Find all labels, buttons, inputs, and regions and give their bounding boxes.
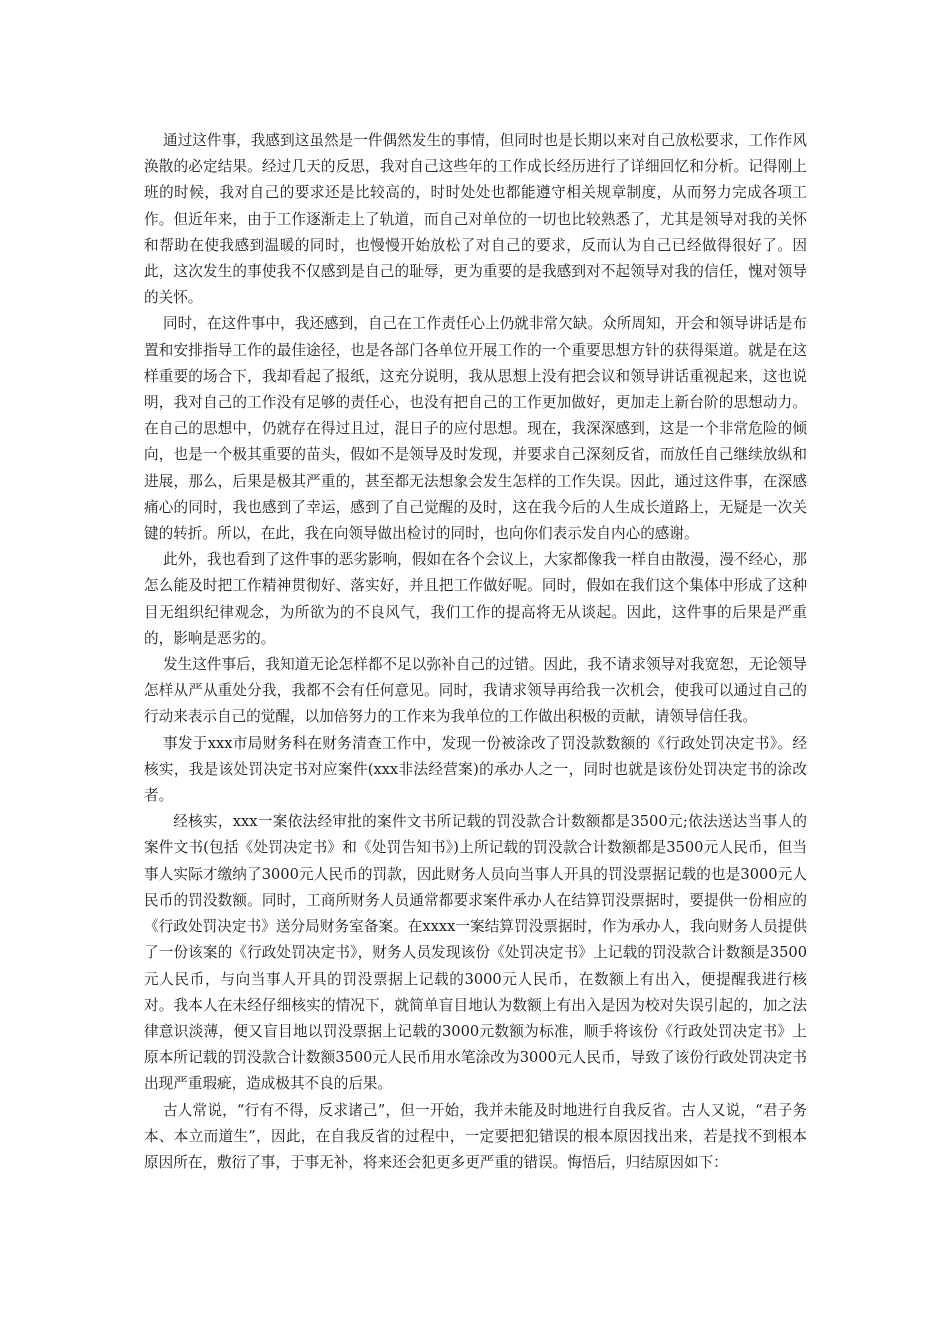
paragraph-1: 通过这件事，我感到这虽然是一件偶然发生的事情，但同时也是长期以来对自己放松要求，工作作风涣散的必定结果。经过几天的反思，我对自己这些年的工作成长经历进行了详细回忆和分析。记得刚上班的时候，我对自己的要求还是比较高的，时时处处也都能遵守相关规章制度，从而努力完成各项工作。但近年来，由于工作逐渐走上了轨道，而自己对单位的一切也比较熟悉了，尤其是领导对我的关怀和帮助在使我感到温暖的同时，也慢慢开始放松了对自己的要求，反而认为自己已经做得很好了。因此，这次发生的事使我不仅感到是自己的耻辱，更为重要的是我感到对不起领导对我的信任，愧对领导的关怀。: [144, 132, 807, 307]
paragraph-3: 此外，我也看到了这件事的恶劣影响，假如在各个会议上，大家都像我一样自由散漫，漫不经心，那怎么能及时把工作精神贯彻好、落实好，并且把工作做好呢。同时，假如在我们这个集体中形成了这种目无组织纪律观念，为所欲为的不良风气，我们工作的提高将无从谈起。因此，这件事的后果是严重的，影响是恶劣的。: [144, 551, 807, 647]
paragraph-4: 发生这件事后，我知道无论怎样都不足以弥补自己的过错。因此，我不请求领导对我宽恕，无论领导怎样从严从重处分我，我都不会有任何意见。同时，我请求领导再给我一次机会，使我可以通过自己的行动来表示自己的觉醒，以加倍努力的工作来为我单位的工作做出积极的贡献，请领导信任我。: [144, 656, 807, 726]
paragraph-2: 同时，在这件事中，我还感到，自己在工作责任心上仍就非常欠缺。众所周知，开会和领导讲话是布置和安排指导工作的最佳途径，也是各部门各单位开展工作的一个重要思想方针的获得渠道。就是在这样重要的场合下，我却看起了报纸，这充分说明，我从思想上没有把会议和领导讲话重视起来，这也说明，我对自己的工作没有足够的责任心，也没有把自己的工作更加做好，更加走上新台阶的思想动力。在自己的思想中，仍就存在得过且过，混日子的应付思想。现在，我深深感到，这是一个非常危险的倾向，也是一个极其重要的苗头，假如不是领导及时发现，并要求自己深刻反省，而放任自己继续放纵和进展，那么，后果是极其严重的，甚至都无法想象会发生怎样的工作失误。因此，通过这件事，在深感痛心的同时，我也感到了幸运，感到了自己觉醒的及时，这在我今后的人生成长道路上，无疑是一次关键的转折。所以，在此，我在向领导做出检讨的同时，也向你们表示发自内心的感谢。: [144, 315, 807, 543]
paragraph-7: 古人常说，“行有不得，反求诸己”，但一开始，我并未能及时地进行自我反省。古人又说，“君子务本、本立而道生”，因此，在自我反省的过程中，一定要把犯错误的根本原因找出来，若是找不到根本原因所在，敷衍了事，于事无补，将来还会犯更多更严重的错误。悔悟后，归结原因如下：: [144, 1101, 807, 1171]
paragraph-6: 经核实，xxx一案依法经审批的案件文书所记载的罚没款合计数额都是3500元;依法送达当事人的案件文书(包括《处罚决定书》和《处罚告知书》)上所记载的罚没款合计数额都是3500元人民币，但当事人实际才缴纳了3000元人民币的罚款，因此财务人员向当事人开具的罚没票据记载的也是3000元人民币的罚没数额。同时，工商所财务人员通常都要求案件承办人在结算罚没票据时，要提供一份相应的《行政处罚决定书》送分局财务室备案。在xxxx一案结算罚没票据时，作为承办人，我向财务人员提供了一份该案的《行政处罚决定书》，财务人员发现该份《处罚决定书》上记载的罚没款合计数额是3500元人民币，与向当事人开具的罚没票据上记载的3000元人民币，在数额上有出入，便提醒我进行核对。我本人在未经仔细核实的情况下，就简单盲目地认为数额上有出入是因为校对失误引起的，加之法律意识淡薄，便又盲目地以罚没票据上记载的3000元数额为标准，顺手将该份《行政处罚决定书》上原本所记载的罚没款合计数额3500元人民币用水笔涂改为3000元人民币，导致了该份行政处罚决定书出现严重瑕疵，造成极其不良的后果。: [144, 813, 807, 1093]
document-body: [144, 128, 807, 1176]
paragraph-5: 事发于xxx市局财务科在财务清查工作中，发现一份被涂改了罚没款数额的《行政处罚决定书》。经核实，我是该处罚决定书对应案件(xxx非法经营案)的承办人之一，同时也就是该份处罚决定书的涂改者。: [144, 734, 807, 805]
